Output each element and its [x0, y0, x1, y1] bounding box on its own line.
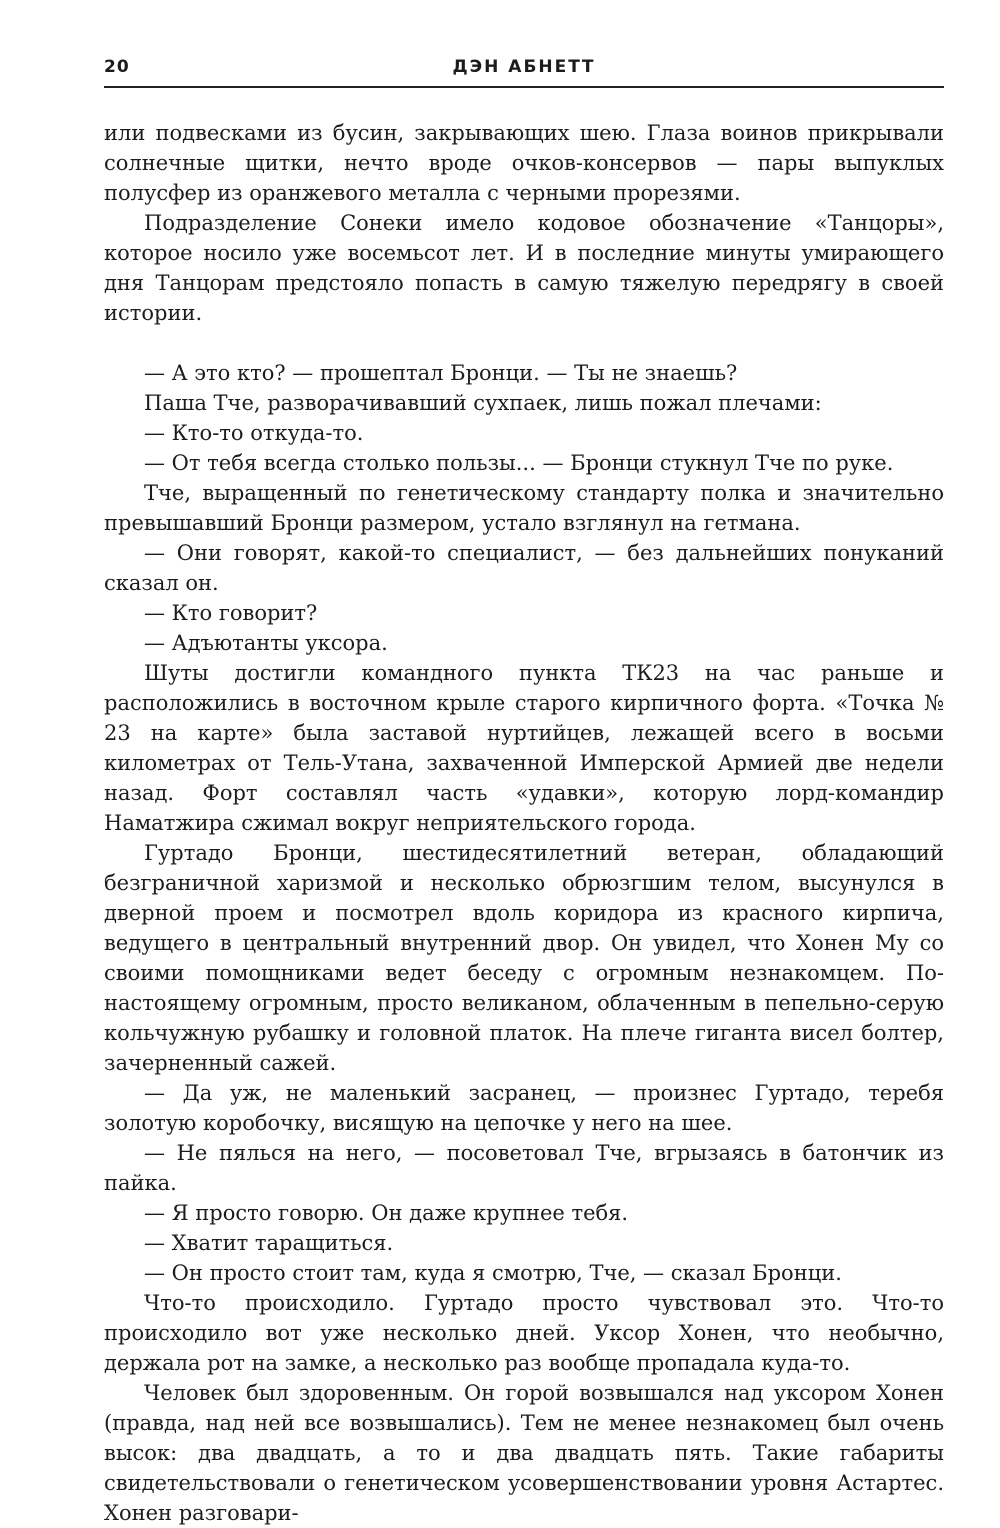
- paragraph: — Кто-то откуда-то.: [144, 421, 364, 445]
- paragraph: — От тебя всегда столько пользы... — Бронци стукнул Тче по руке.: [144, 451, 894, 475]
- paragraph: Гуртадо Бронци, шестидесятилетний ветеран, обладающий безграничной харизмой и несколько обрюзгшим телом, высунулся в дверной проем и посмотрел вдоль коридора из красного кирпича, ведущего в центральный внутренний двор. Он увидел, что Хонен Му со своими помощниками ведет беседу с огромным незнакомцем. По-настоящему огромным, просто великаном, облаченным в пепельно-серую кольчужную рубашку и головной платок. На плече гиганта висел болтер, зачерненный сажей.: [104, 841, 944, 1075]
- paragraph: Что-то происходило. Гуртадо просто чувствовал это. Что-то происходило вот уже несколько дней. Уксор Хонен, что необычно, держала рот на замке, а несколько раз вообще пропадала куда-то.: [104, 1291, 944, 1375]
- paragraph: — Он просто стоит там, куда я смотрю, Тче, — сказал Бронци.: [144, 1261, 842, 1285]
- paragraph: Человек был здоровенным. Он горой возвышался над уксором Хонен (правда, над ней все возвышались). Тем не менее незнакомец был очень высок: два двадцать, а то и два двадцать пять. Такие габариты свидетельствовали о генетическом усовершенствовании уровня Астартес. Хонен разговари-: [104, 1381, 944, 1525]
- paragraph: — Хватит таращиться.: [144, 1231, 394, 1255]
- paragraph: Паша Тче, разворачивавший сухпаек, лишь пожал плечами:: [144, 391, 822, 415]
- paragraph: — Я просто говорю. Он даже крупнее тебя.: [144, 1201, 629, 1225]
- paragraph: — Да уж, не маленький засранец, — произнес Гуртадо, теребя золотую коробочку, висящую на цепочке у него на шее.: [104, 1081, 944, 1135]
- page-number: 20: [104, 57, 130, 77]
- paragraph: — Не пялься на него, — посоветовал Тче, вгрызаясь в батончик из пайка.: [104, 1141, 944, 1195]
- paragraph: — А это кто? — прошептал Бронци. — Ты не знаешь?: [144, 361, 738, 385]
- paragraph: — Они говорят, какой-то специалист, — без дальнейших понуканий сказал он.: [104, 541, 944, 595]
- paragraph: Шуты достигли командного пункта ТК23 на час раньше и расположились в восточном крыле старого кирпичного форта. «Точка № 23 на карте» была заставой нуртийцев, лежащей всего в восьми километрах от Тель-Утана, захваченной Имперской Армией две недели назад. Форт составлял часть «удавки», которую лорд-командир Наматжира сжимал вокруг неприятельского города.: [104, 661, 944, 835]
- running-head: [104, 57, 944, 83]
- paragraph: — Кто говорит?: [144, 601, 318, 625]
- running-head-author: ДЭН АБНЕТТ: [452, 57, 596, 77]
- body-text: [104, 118, 944, 1528]
- paragraph: — Адъютанты уксора.: [144, 631, 388, 655]
- paragraph: Подразделение Сонеки имело кодовое обозначение «Танцоры», которое носило уже восемьсот лет. И в последние минуты умирающего дня Танцорам предстояло попасть в самую тяжелую передрягу в своей истории.: [104, 211, 944, 325]
- header-rule: [104, 86, 944, 88]
- paragraph: Тче, выращенный по генетическому стандарту полка и значительно превышавший Бронци размером, устало взглянул на гетмана.: [104, 481, 944, 535]
- paragraph: или подвесками из бусин, закрывающих шею. Глаза воинов прикрывали солнечные щитки, нечто вроде очков-консервов — пары выпуклых полусфер из оранжевого металла с черными прорезями.: [104, 121, 944, 205]
